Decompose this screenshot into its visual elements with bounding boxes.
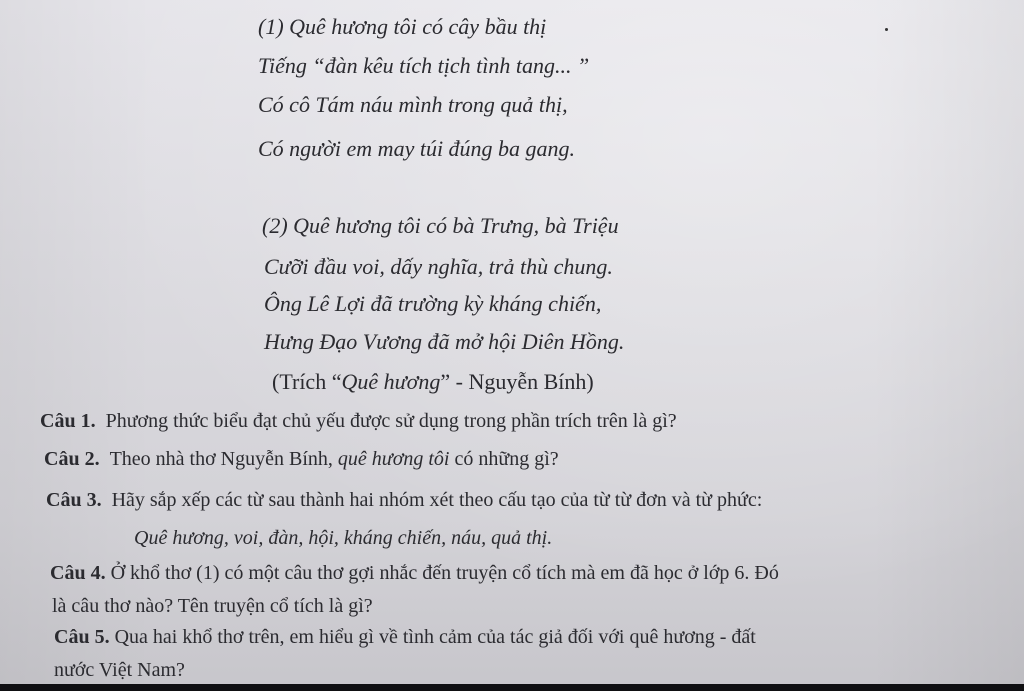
question-5-label: Câu 5. [54,626,110,648]
stanza1-line-1: (1) Quê hương tôi có cây bầu thị [258,14,547,39]
citation [272,369,594,395]
stanza2-line-3: Ông Lê Lợi đã trường kỳ kháng chiến, [264,291,602,316]
question-3 [46,487,762,513]
bottom-edge [0,684,1024,691]
question-3-text: Hãy sắp xếp các từ sau thành hai nhóm xét theo cấu tạo của từ từ đơn và từ phức: [111,489,763,511]
question-5-text-1: Qua hai khổ thơ trên, em hiểu gì về tình cảm của tác giả đối với quê hương - đất [114,626,756,648]
question-2-label: Câu 2. [44,448,100,470]
stanza1-line-4: Có người em may túi đúng ba gang. [258,136,576,161]
stanza2-line-2: Cưỡi đầu voi, dấy nghĩa, trả thù chung. [264,254,613,279]
question-5-line-1 [54,624,756,650]
question-5-line-2: nước Việt Nam? [54,659,185,681]
citation-open: (Trích “ [272,369,342,394]
question-4-label: Câu 4. [50,562,106,584]
stanza1-line-2: Tiếng “đàn kêu tích tịch tình tang... ” [258,53,590,78]
question-2 [44,446,559,472]
question-1 [40,408,677,434]
question-1-label: Câu 1. [40,410,96,432]
question-4-text-1: Ở khổ thơ (1) có một câu thơ gợi nhắc đến truyện cổ tích mà em đã học ở lớp 6. Đó [110,562,779,584]
question-2-text-after: có những gì? [449,448,559,470]
citation-close: ” - Nguyễn Bính) [440,369,594,394]
question-1-text: Phương thức biểu đạt chủ yếu được sử dụng trong phần trích trên là gì? [105,410,677,432]
question-2-text-before: Theo nhà thơ Nguyễn Bính, [109,448,338,470]
stanza1-line-3: Có cô Tám náu mình trong quả thị, [258,92,568,117]
question-3-words: Quê hương, voi, đàn, hội, kháng chiến, náu, quả thị. [134,527,553,549]
stanza2-line-4: Hưng Đạo Vương đã mở hội Diên Hồng. [264,329,625,354]
question-4-line-2: là câu thơ nào? Tên truyện cổ tích là gì? [52,595,373,617]
question-4-line-1 [50,560,779,586]
question-3-label: Câu 3. [46,489,102,511]
citation-title: Quê hương [341,369,441,394]
stanza2-line-1: (2) Quê hương tôi có bà Trưng, bà Triệu [262,213,619,238]
speck-mark [885,28,888,31]
question-2-text-italic: quê hương tôi [337,448,450,470]
